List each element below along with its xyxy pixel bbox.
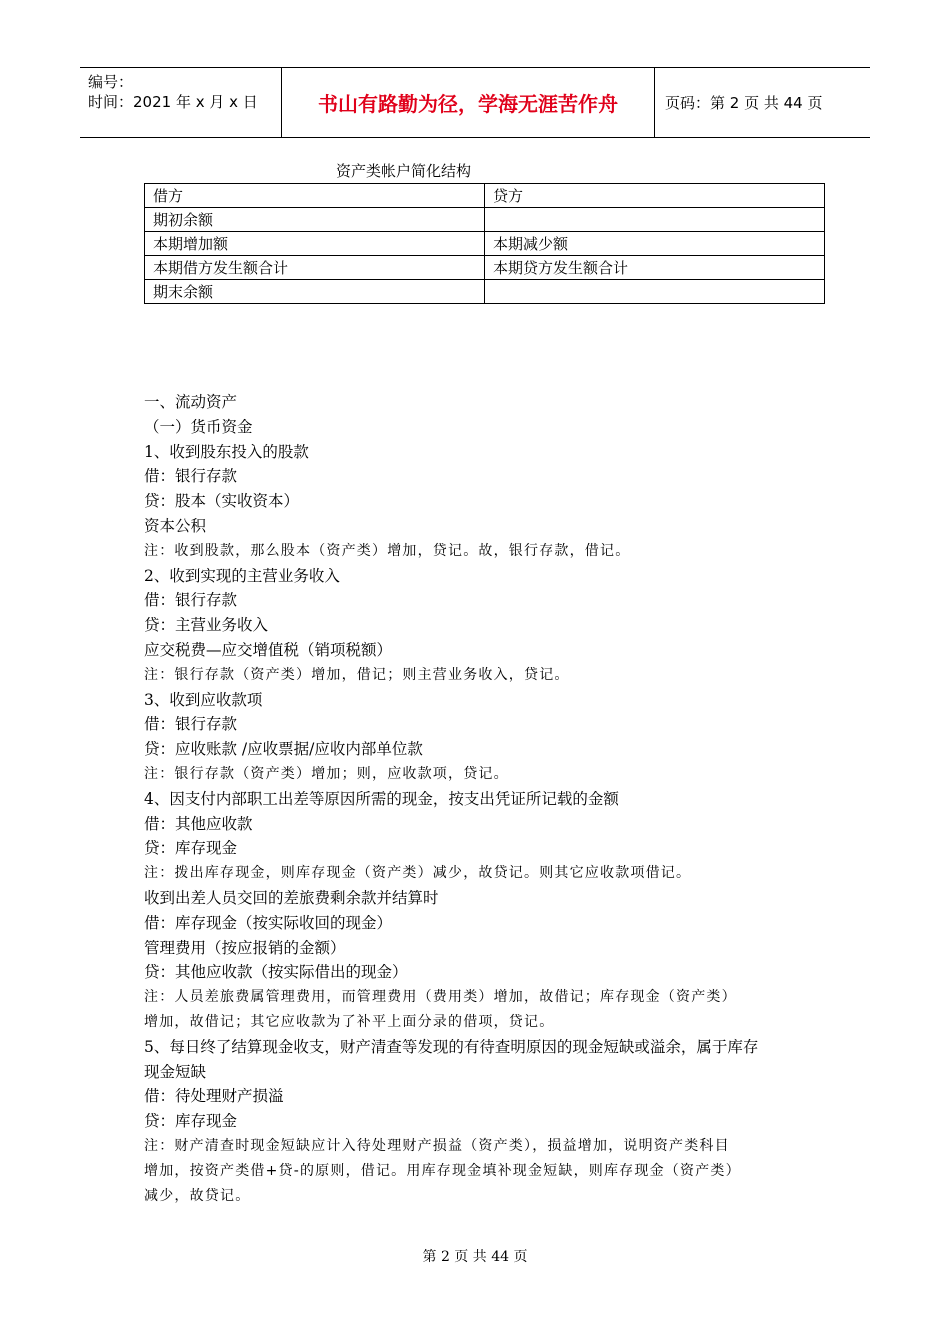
text-line: 贷：主营业务收入	[144, 616, 269, 635]
text-line: 贷：应收账款 /应收票据/应收内部单位款	[144, 740, 423, 759]
table-row	[145, 232, 825, 256]
debit-cell: 期末余额	[145, 280, 485, 304]
credit-cell: 贷方	[485, 184, 825, 208]
text-line: 收到出差人员交回的差旅费剩余款并结算时	[144, 888, 439, 907]
table-title: 资产类帐户简化结构	[336, 162, 472, 180]
note-line: 注：收到股款，那么股本（资产类）增加，贷记。故，银行存款，借记。	[144, 542, 631, 559]
debit-cell: 借方	[145, 184, 485, 208]
text-line: 3、收到应收款项	[144, 690, 263, 709]
text-line: 现金短缺	[144, 1062, 207, 1081]
page-footer: 第 2 页 共 44 页	[422, 1249, 528, 1265]
note-line: 增加，故借记；其它应收款为了补平上面分录的借项，贷记。	[144, 1013, 555, 1030]
text-line: 一、流动资产	[144, 393, 238, 411]
note-line: 注：银行存款（资产类）增加；则，应收款项，贷记。	[144, 765, 509, 782]
account-structure-table	[144, 183, 825, 304]
document-body	[144, 390, 814, 1208]
note-line: 增加，按资产类借+贷-的原则，借记。用库存现金填补现金短缺，则库存现金（资产类）	[144, 1162, 741, 1179]
document-number-label: 编号：	[88, 73, 134, 91]
credit-cell	[485, 208, 825, 232]
credit-cell: 本期减少额	[485, 232, 825, 256]
table-row	[145, 208, 825, 232]
text-line: 1、收到股东投入的股款	[144, 442, 309, 461]
header-page-info: 页码：第 2 页 共 44 页	[665, 94, 823, 112]
text-line: 应交税费—应交增值税（销项税额）	[144, 640, 393, 659]
text-line: 借：库存现金（按实际收回的现金）	[144, 913, 393, 932]
note-line: 减少，故贷记。	[144, 1187, 251, 1204]
debit-cell: 本期借方发生额合计	[145, 256, 485, 280]
note-line: 注：财产清查时现金短缺应计入待处理财产损益（资产类），损益增加，说明资产类科目	[144, 1137, 730, 1154]
text-line: 贷：其他应收款（按实际借出的现金）	[144, 963, 408, 982]
text-line: （一）货币资金	[144, 417, 253, 436]
note-line: 注：拨出库存现金，则库存现金（资产类）减少，故贷记。则其它应收款项借记。	[144, 865, 692, 882]
header-meta	[80, 68, 282, 137]
credit-cell	[485, 280, 825, 304]
text-line: 借：银行存款	[144, 467, 238, 486]
header-motto: 书山有路勤为径，学海无涯苦作舟	[282, 68, 655, 137]
text-line: 4、因支付内部职工出差等原因所需的现金，按支出凭证所记载的金额	[144, 789, 619, 808]
text-line: 管理费用（按应报销的金额）	[144, 938, 346, 957]
text-line: 资本公积	[144, 516, 207, 535]
note-line: 注：银行存款（资产类）增加，借记；则主营业务收入，贷记。	[144, 666, 570, 683]
table-row	[145, 280, 825, 304]
debit-cell: 本期增加额	[145, 232, 485, 256]
page-header	[80, 67, 870, 138]
text-line: 贷：库存现金	[144, 1112, 238, 1131]
text-line: 借：待处理财产损溢	[144, 1087, 284, 1106]
debit-cell: 期初余额	[145, 208, 485, 232]
text-line: 5、每日终了结算现金收支，财产清查等发现的有待查明原因的现金短缺或溢余，属于库存	[144, 1037, 759, 1056]
text-line: 2、收到实现的主营业务收入	[144, 566, 340, 585]
text-line: 借：银行存款	[144, 591, 238, 610]
document-date: 时间：2021 年 x 月 x 日	[88, 93, 258, 111]
credit-cell: 本期贷方发生额合计	[485, 256, 825, 280]
table-row	[145, 256, 825, 280]
text-line: 借：其他应收款	[144, 814, 253, 833]
text-line: 贷：股本（实收资本）	[144, 492, 300, 511]
text-line: 借：银行存款	[144, 715, 238, 734]
text-line: 贷：库存现金	[144, 839, 238, 858]
table-row	[145, 184, 825, 208]
note-line: 注：人员差旅费属管理费用，而管理费用（费用类）增加，故借记；库存现金（资产类）	[144, 989, 737, 1006]
